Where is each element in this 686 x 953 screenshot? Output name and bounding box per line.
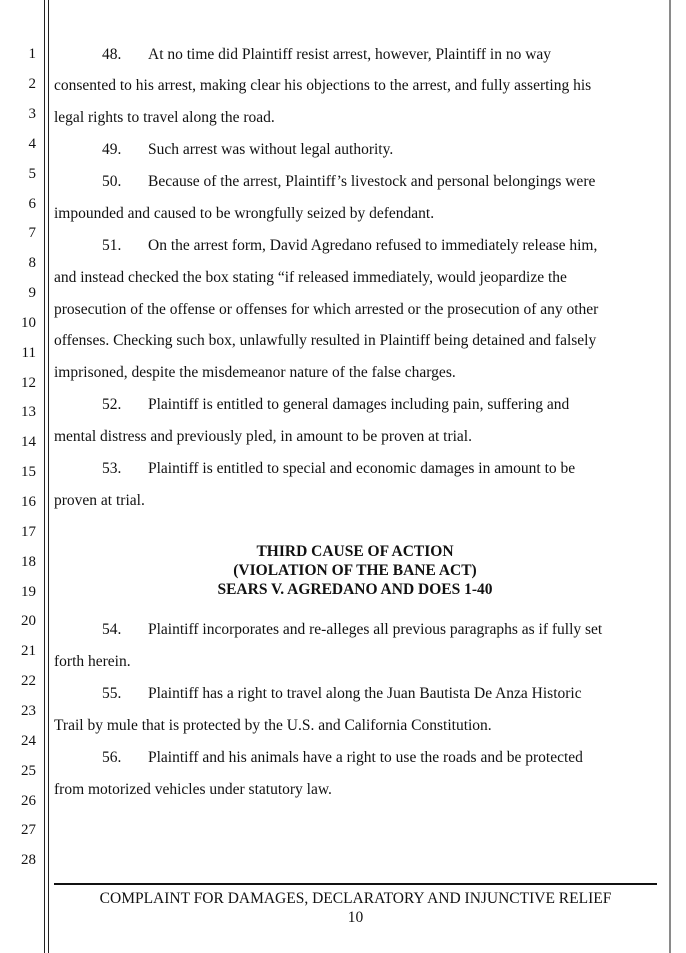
heading-parties: SEARS V. AGREDANO AND DOES 1-40 [217,581,493,598]
line-number: 27 [21,822,36,838]
paragraph-52-line-2: mental distress and previously pled, in amount to be proven at trial. [54,428,472,445]
paragraph-text: Such arrest was without legal authority. [148,141,394,158]
line-number: 21 [21,643,36,659]
paragraph-51-line-5: imprisoned, despite the misdemeanor nature of the false charges. [54,364,456,381]
line-number: 22 [21,673,36,689]
paragraph-number: 51. [102,237,122,254]
footer-rule [54,883,657,885]
paragraph-text: Plaintiff has a right to travel along the Juan Bautista De Anza Historic [148,685,582,702]
line-number: 26 [21,793,36,809]
line-number: 17 [21,524,36,540]
paragraph-52-line-1 [54,396,569,414]
paragraph-text: Plaintiff and his animals have a right to use the roads and be protected [148,749,583,766]
paragraph-51-line-1 [54,237,597,255]
paragraph-51-line-3: prosecution of the offense or offenses for which arrested or the prosecution of any other [54,301,599,318]
line-number: 5 [28,166,36,182]
line-number: 10 [21,315,36,331]
line-number: 19 [21,584,36,600]
paragraph-50-line-2: impounded and caused to be wrongfully seized by defendant. [54,205,435,222]
paragraph-text: Plaintiff incorporates and re-alleges all previous paragraphs as if fully set [148,621,603,638]
line-number: 9 [28,285,36,301]
line-number: 2 [28,76,36,92]
paragraph-50-line-1 [54,173,595,191]
paragraph-number: 49. [102,141,122,158]
paragraph-54-line-2: forth herein. [54,653,131,670]
line-number: 12 [21,375,36,391]
line-number: 24 [21,733,36,749]
cause-of-action-heading [54,542,656,599]
line-number: 15 [21,464,36,480]
paragraph-number: 50. [102,173,122,190]
left-margin-rule-inner [48,0,49,953]
line-number: 4 [28,136,36,152]
paragraph-48-line-2: consented to his arrest, making clear his objections to the arrest, and fully asserting his [54,77,592,94]
paragraph-text: Plaintiff is entitled to general damages including pain, suffering and [148,396,570,413]
line-number: 3 [28,106,36,122]
footer-document-title: COMPLAINT FOR DAMAGES, DECLARATORY AND INJUNCTIVE RELIEF [99,890,612,907]
right-margin-rule [669,0,671,953]
paragraph-48-line-1 [54,46,551,64]
paragraph-text: Because of the arrest, Plaintiff’s livestock and personal belongings were [148,173,596,190]
heading-subtitle: (VIOLATION OF THE BANE ACT) [233,562,477,579]
line-number: 13 [21,404,36,420]
left-margin-rule-outer [44,0,45,953]
paragraph-number: 55. [102,685,122,702]
paragraph-51-line-2: and instead checked the box stating “if released immediately, would jeopardize the [54,269,567,286]
line-number: 8 [28,255,36,271]
paragraph-51-line-4: offenses. Checking such box, unlawfully resulted in Plaintiff being detained and falsely [54,332,597,349]
line-number: 1 [28,46,36,62]
paragraph-56-line-2: from motorized vehicles under statutory law. [54,781,332,798]
line-number: 18 [21,554,36,570]
paragraph-number: 56. [102,749,122,766]
paragraph-53-line-1 [54,460,575,478]
paragraph-55-line-2: Trail by mule that is protected by the U.S. and California Constitution. [54,717,492,734]
line-number: 16 [21,494,36,510]
paragraph-text: On the arrest form, David Agredano refused to immediately release him, [148,237,598,254]
paragraph-56-line-1 [54,749,583,767]
line-number: 23 [21,703,36,719]
paragraph-49-line-1 [54,141,393,159]
line-number: 11 [21,345,36,361]
line-number: 25 [21,763,36,779]
heading-title: THIRD CAUSE OF ACTION [256,543,454,560]
paragraph-number: 53. [102,460,122,477]
line-number: 7 [28,225,36,241]
paragraph-number: 54. [102,621,122,638]
paragraph-53-line-2: proven at trial. [54,492,145,509]
footer-page-number: 10 [347,909,364,926]
paragraph-text: At no time did Plaintiff resist arrest, however, Plaintiff in no way [148,46,552,63]
line-number: 20 [21,613,36,629]
paragraph-54-line-1 [54,621,602,639]
paragraph-number: 48. [102,46,122,63]
paragraph-55-line-1 [54,685,582,703]
line-number: 6 [28,196,36,212]
line-number: 14 [21,434,36,450]
paragraph-text: Plaintiff is entitled to special and economic damages in amount to be [148,460,576,477]
paragraph-number: 52. [102,396,122,413]
paragraph-48-line-3: legal rights to travel along the road. [54,109,275,126]
line-number: 28 [21,852,36,868]
